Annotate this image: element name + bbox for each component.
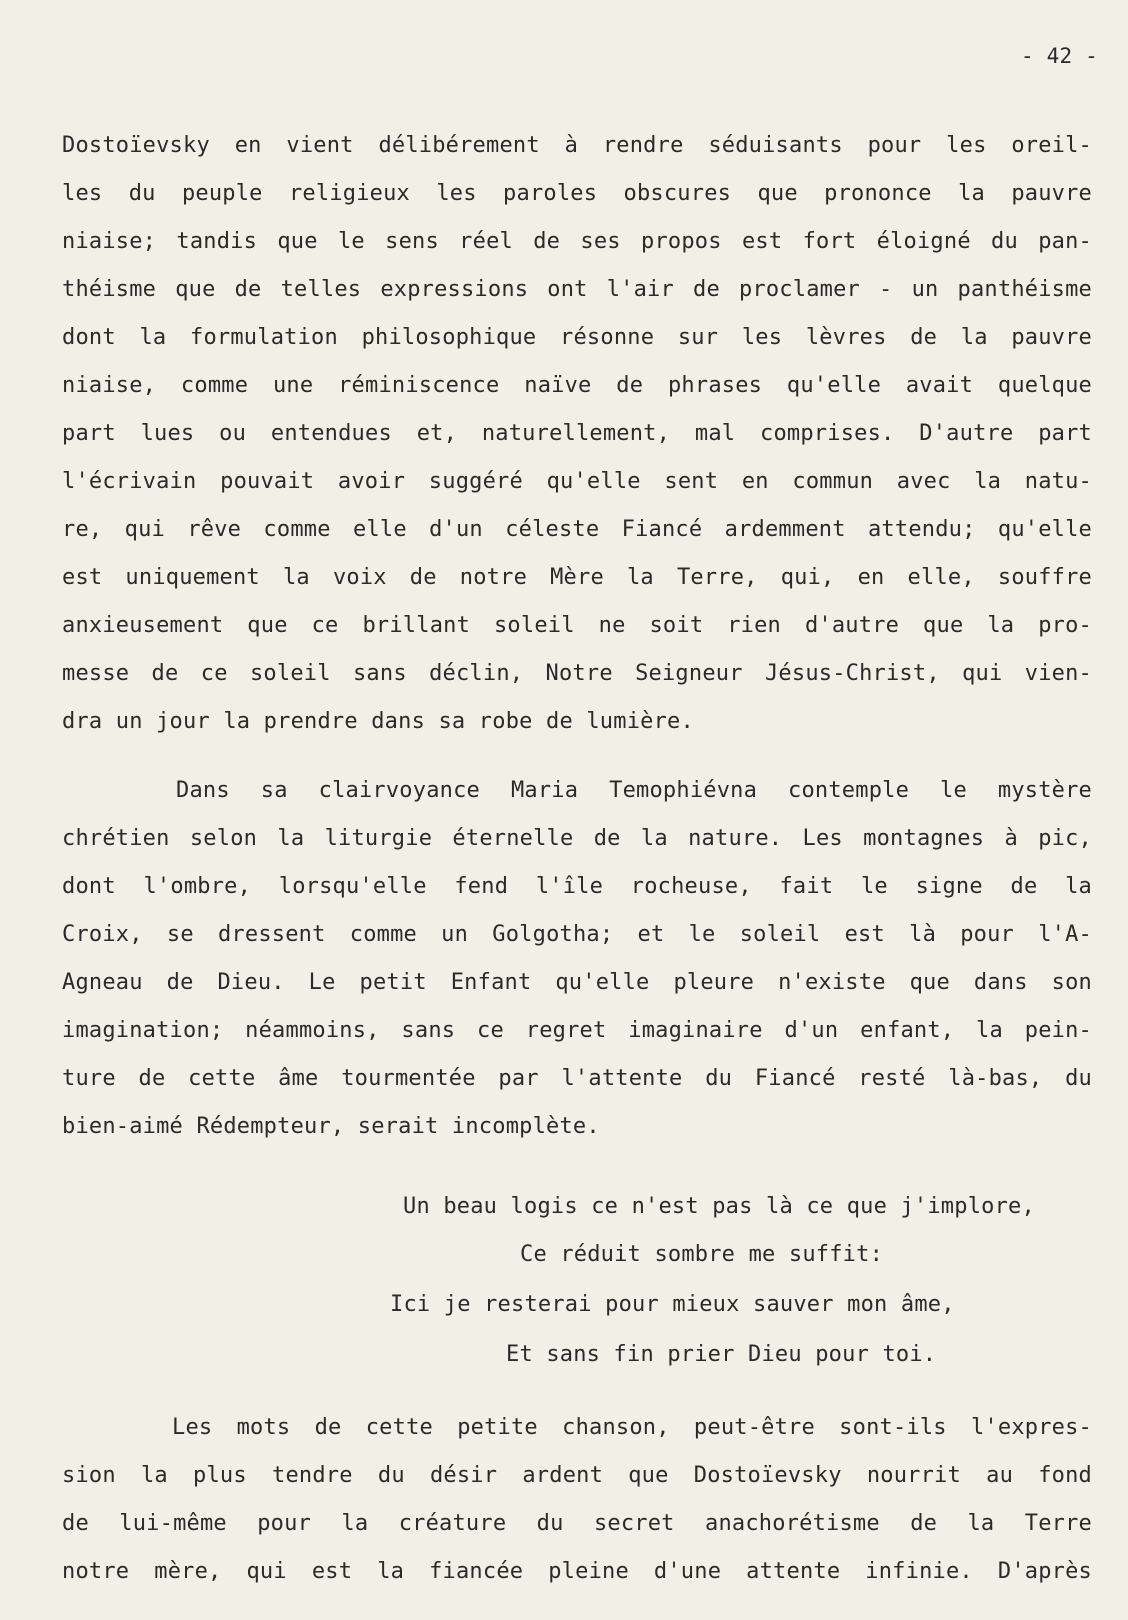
text-line: théisme que de telles expressions ont l'air de proclamer - un panthéisme: [62, 277, 1092, 302]
verse-line: Ce réduit sombre me suffit:: [520, 1242, 884, 1267]
page-number: - 42 -: [1020, 44, 1098, 68]
text-line: est uniquement la voix de notre Mère la Terre, qui, en elle, souffre: [62, 565, 1092, 590]
text-line: re, qui rêve comme elle d'un céleste Fiancé ardemment attendu; qu'elle: [62, 517, 1092, 542]
text-line: ture de cette âme tourmentée par l'attente du Fiancé resté là-bas, du: [62, 1066, 1092, 1091]
text-line: Les mots de cette petite chanson, peut-être sont-ils l'expres-: [172, 1415, 1092, 1440]
text-line: de lui-même pour la créature du secret anachorétisme de la Terre: [62, 1511, 1092, 1536]
verse-line: Et sans fin prier Dieu pour toi.: [506, 1342, 937, 1367]
text-line: bien-aimé Rédempteur, serait incomplète.: [62, 1114, 600, 1139]
text-line: Agneau de Dieu. Le petit Enfant qu'elle pleure n'existe que dans son: [62, 970, 1092, 995]
text-line: notre mère, qui est la fiancée pleine d'une attente infinie. D'après: [62, 1559, 1092, 1584]
text-line: Dostoïevsky en vient délibérement à rendre séduisants pour les oreil-: [62, 133, 1092, 158]
text-line: chrétien selon la liturgie éternelle de la nature. Les montagnes à pic,: [62, 826, 1092, 851]
text-line: l'écrivain pouvait avoir suggéré qu'elle sent en commun avec la natu-: [62, 469, 1092, 494]
text-line: niaise; tandis que le sens réel de ses propos est fort éloigné du pan-: [62, 229, 1092, 254]
verse-line: Ici je resterai pour mieux sauver mon âme,: [390, 1292, 955, 1317]
text-line: niaise, comme une réminiscence naïve de phrases qu'elle avait quelque: [62, 373, 1092, 398]
text-line: part lues ou entendues et, naturellement, mal comprises. D'autre part: [62, 421, 1092, 446]
text-line: dont l'ombre, lorsqu'elle fend l'île rocheuse, fait le signe de la: [62, 874, 1092, 899]
text-line: sion la plus tendre du désir ardent que Dostoïevsky nourrit au fond: [62, 1463, 1092, 1488]
text-line: dra un jour la prendre dans sa robe de lumière.: [62, 709, 694, 734]
text-line: Dans sa clairvoyance Maria Temophiévna contemple le mystère: [176, 778, 1092, 803]
text-line: les du peuple religieux les paroles obscures que prononce la pauvre: [62, 181, 1092, 206]
text-line: dont la formulation philosophique résonne sur les lèvres de la pauvre: [62, 325, 1092, 350]
verse-line: Un beau logis ce n'est pas là ce que j'implore,: [403, 1194, 1035, 1219]
text-line: Croix, se dressent comme un Golgotha; et le soleil est là pour l'A-: [62, 922, 1092, 947]
text-line: imagination; néammoins, sans ce regret imaginaire d'un enfant, la pein-: [62, 1018, 1092, 1043]
text-line: anxieusement que ce brillant soleil ne soit rien d'autre que la pro-: [62, 613, 1092, 638]
text-line: messe de ce soleil sans déclin, Notre Seigneur Jésus-Christ, qui vien-: [62, 661, 1092, 686]
